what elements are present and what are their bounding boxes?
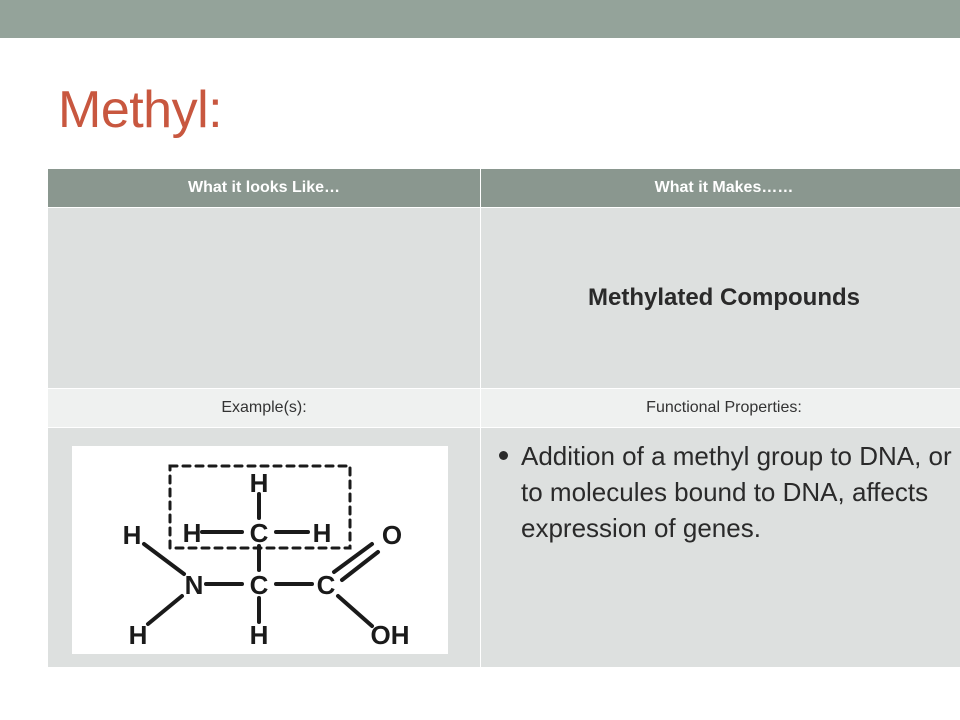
atom-h-top: H bbox=[249, 468, 269, 498]
atom-n: N bbox=[184, 570, 204, 600]
molecule-image bbox=[72, 446, 448, 654]
example-cell bbox=[48, 428, 481, 668]
methionine-structure-diagram bbox=[72, 446, 448, 654]
slide-title: Methyl: bbox=[58, 81, 223, 139]
header-looks-like: What it looks Like… bbox=[48, 169, 481, 208]
atom-h-nitrogen-bottom: H bbox=[128, 620, 148, 650]
bullet-icon bbox=[499, 451, 508, 460]
properties-list bbox=[499, 438, 953, 546]
subheader-examples: Example(s): bbox=[48, 389, 481, 428]
atom-h-methyl-left: H bbox=[182, 518, 202, 548]
atom-c-methyl: C bbox=[249, 518, 269, 548]
header-what-it-makes: What it Makes…… bbox=[481, 169, 960, 208]
atom-o: O bbox=[381, 520, 403, 550]
list-item bbox=[499, 438, 953, 546]
looks-like-cell bbox=[48, 208, 481, 389]
makes-cell bbox=[481, 208, 960, 389]
atom-oh: OH bbox=[370, 620, 410, 650]
atom-h-methyl-right: H bbox=[312, 518, 332, 548]
makes-value: Methylated Compounds bbox=[587, 284, 860, 311]
atom-c-carboxyl: C bbox=[316, 570, 336, 600]
atom-h-nitrogen-top: H bbox=[122, 520, 142, 550]
atom-c-alpha: C bbox=[249, 570, 269, 600]
properties-cell bbox=[481, 428, 960, 668]
properties-list-wrap bbox=[481, 428, 960, 667]
methyl-table bbox=[48, 169, 960, 668]
subheader-functional-properties: Functional Properties: bbox=[481, 389, 960, 428]
top-accent-band bbox=[0, 0, 960, 38]
atom-h-alpha-bottom: H bbox=[249, 620, 269, 650]
property-text: Addition of a methyl group to DNA, or to molecules bound to DNA, affects expression of genes. bbox=[521, 441, 952, 543]
